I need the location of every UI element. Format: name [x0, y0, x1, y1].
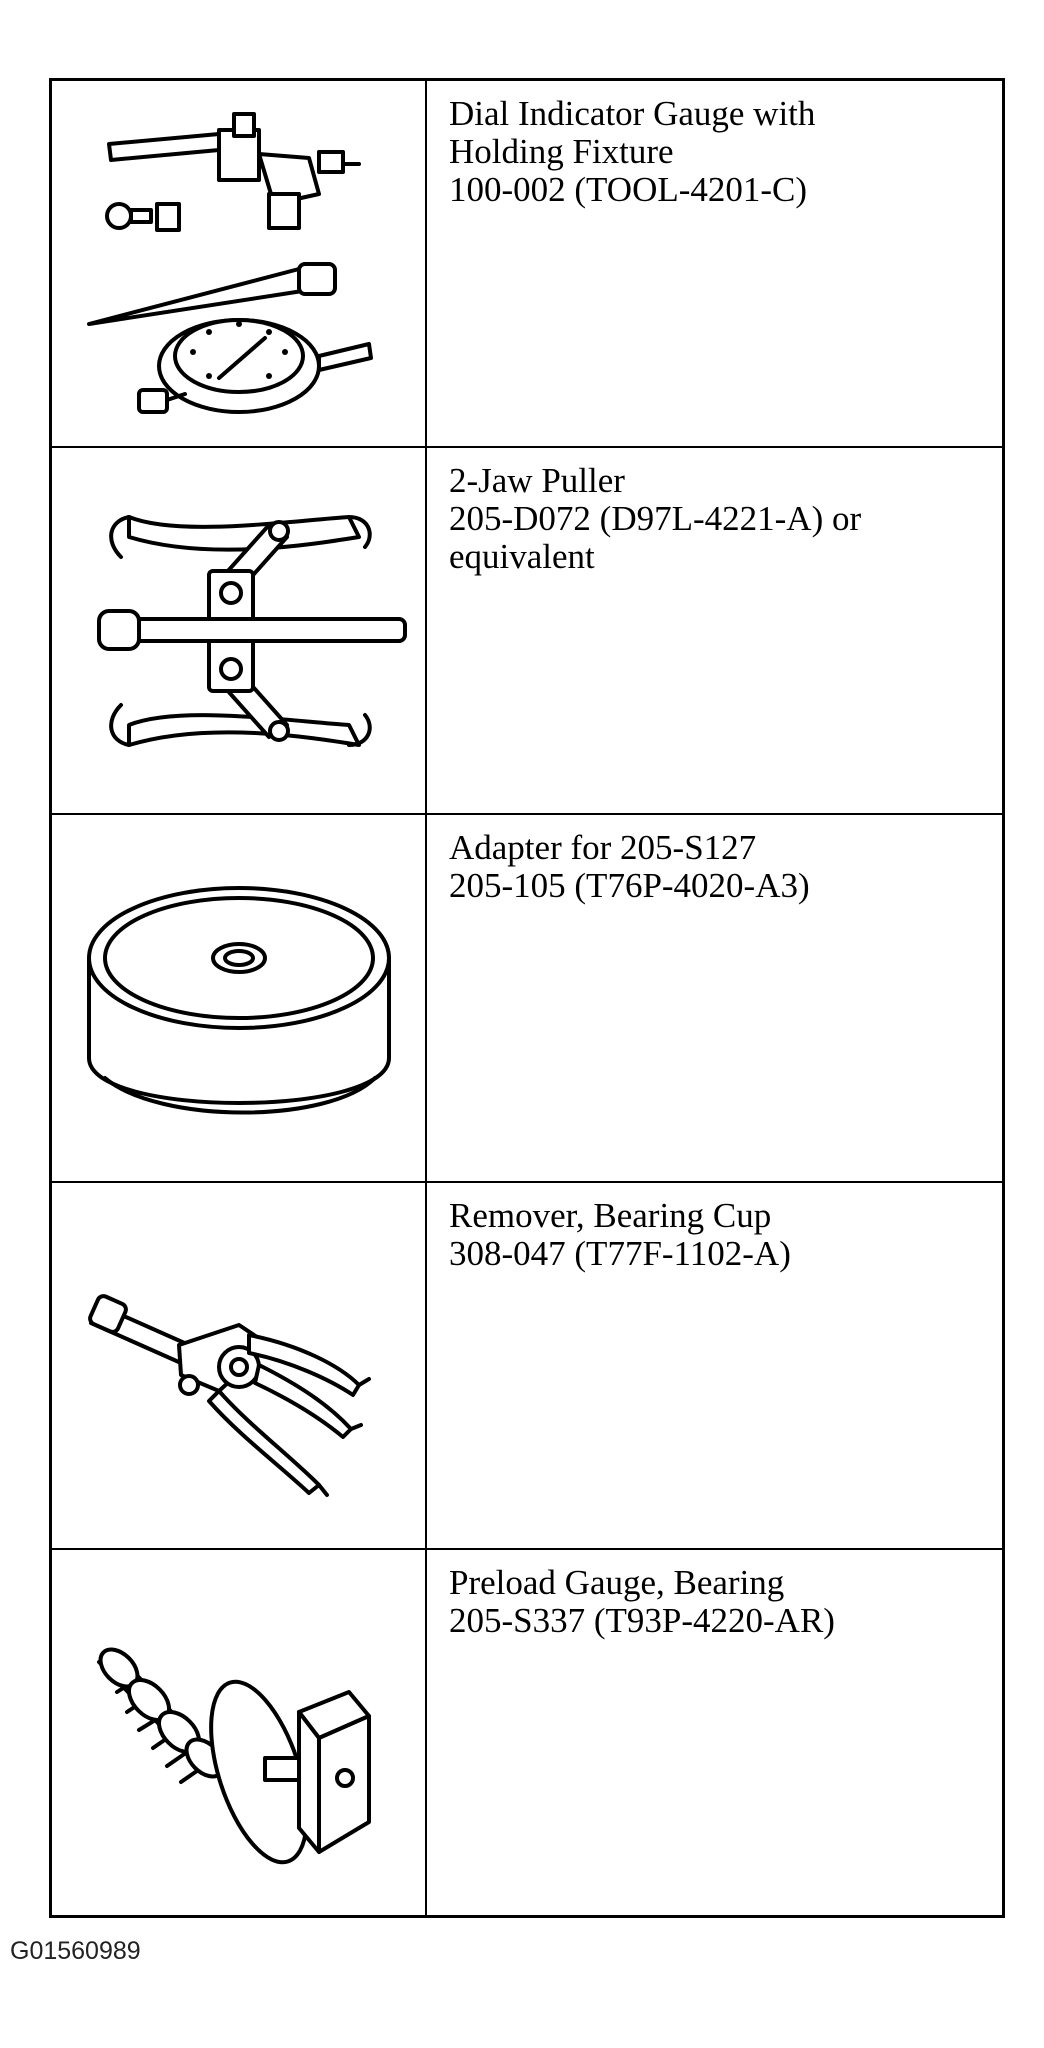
- tool-row-preload-gauge: [52, 1550, 1002, 1915]
- tool-name-line: Adapter for 205-S127: [449, 828, 757, 868]
- tool-illustration-cell: [52, 1550, 427, 1915]
- tool-description: [427, 448, 1002, 813]
- tool-illustration-cell: [52, 81, 427, 446]
- special-tools-table: [49, 78, 1005, 1918]
- tool-description: [427, 1550, 1002, 1915]
- tool-row-adapter: [52, 815, 1002, 1182]
- tool-name-line: 2-Jaw Puller: [449, 461, 625, 501]
- tool-row-bearing-cup-remover: [52, 1183, 1002, 1550]
- tool-description: [427, 1183, 1002, 1548]
- tool-illustration-cell: [52, 448, 427, 813]
- tool-description: [427, 81, 1002, 446]
- tool-part-number: 205-S337 (T93P-4220-AR): [449, 1600, 835, 1640]
- tool-part-number: 205-D072 (D97L-4221-A) or: [449, 499, 862, 539]
- figure-id-label: G01560989: [10, 1937, 141, 1965]
- tool-row-two-jaw-puller: [52, 448, 1002, 815]
- tool-illustration-cell: [52, 815, 427, 1180]
- tool-name-line: Holding Fixture: [449, 132, 674, 171]
- tool-description: [427, 815, 1002, 1180]
- tool-part-number: 308-047 (T77F-1102-A): [449, 1233, 791, 1273]
- tool-note: equivalent: [449, 537, 595, 577]
- tool-row-dial-indicator: [52, 81, 1002, 448]
- tool-illustration-cell: [52, 1183, 427, 1548]
- tool-part-number: 100-002 (TOOL-4201-C): [449, 170, 808, 209]
- tool-name-line: Remover, Bearing Cup: [449, 1195, 772, 1235]
- adapter-disc-icon: [69, 828, 409, 1168]
- tool-part-number: 205-105 (T76P-4020-A3): [449, 866, 810, 906]
- two-jaw-puller-icon: [69, 461, 409, 801]
- tool-name-line: Dial Indicator Gauge with: [449, 94, 816, 133]
- tool-name-line: Preload Gauge, Bearing: [449, 1562, 785, 1602]
- dial-indicator-gauge-icon: [69, 94, 409, 434]
- bearing-preload-gauge-icon: [69, 1562, 409, 1902]
- bearing-cup-remover-icon: [69, 1195, 409, 1535]
